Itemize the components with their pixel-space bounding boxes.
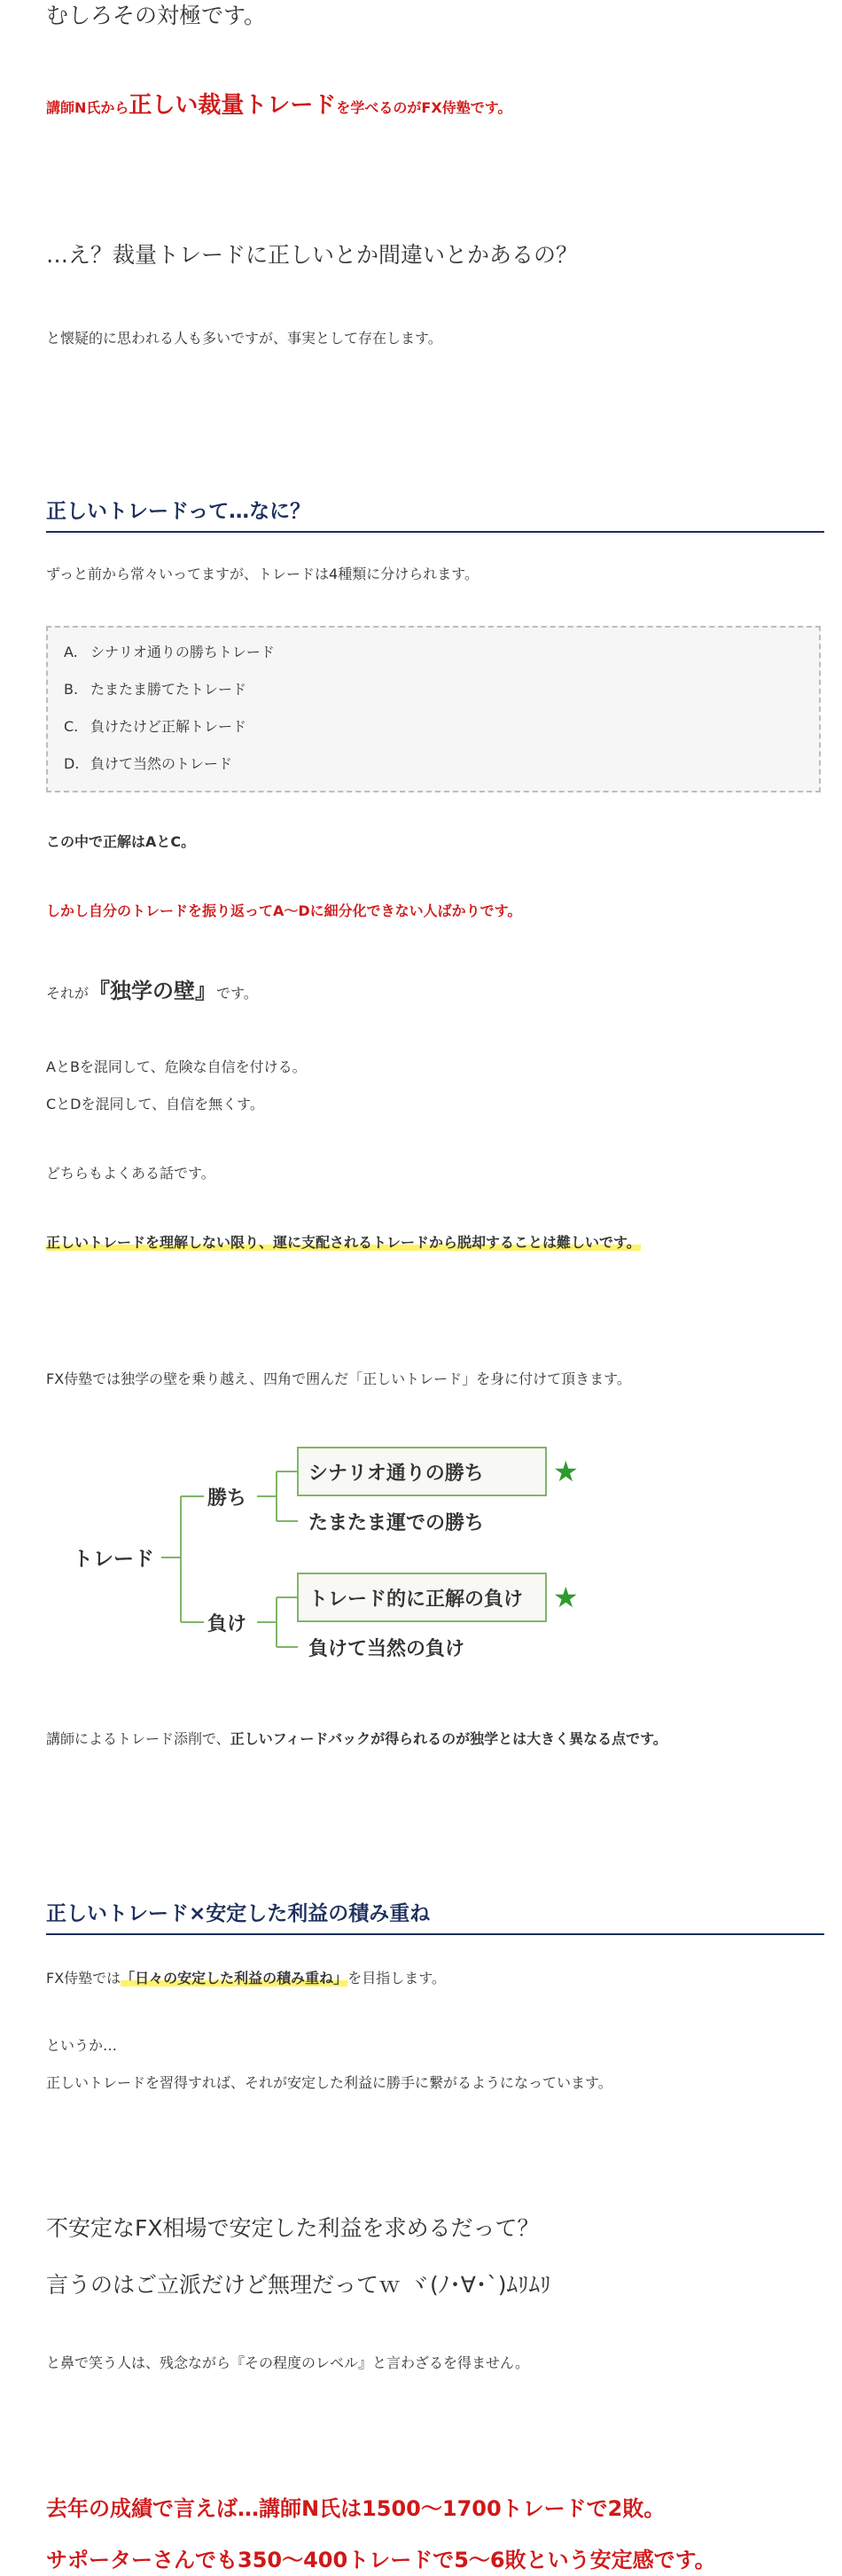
diagram-luck-win: たまたま運での勝ち — [308, 1512, 485, 1534]
section-heading-correct-trade: 正しいトレードって…なに？ — [46, 495, 824, 533]
list-item — [64, 716, 246, 738]
aim-text-b: を目指します。 — [347, 1970, 446, 1987]
list-marker: D. — [64, 755, 80, 772]
highlight-text: 正しいトレードを理解しない限り、運に支配されるトレードから脱却することは難しいです。 — [46, 1234, 641, 1251]
wall-text-b: です。 — [216, 985, 258, 1002]
skeptic-quote: 不安定なFX相場で安定した利益を求めるだって？ — [46, 2215, 540, 2241]
diagram-correct-loss: トレード的に正解の負け — [308, 1589, 524, 1611]
aim-text-highlight: 「日々の安定した利益の積み重ね」 — [121, 1970, 348, 1987]
paragraph: 正しいトレードを習得すれば、それが安定した利益に勝手に繋がるようになっています。 — [46, 2074, 612, 2091]
wall-text-big: 『独学の壁』 — [89, 979, 217, 1003]
skeptic-quote: 言うのはご立派だけど無理だってｗ ヾ(ﾉ･∀･`)ﾑﾘﾑﾘ — [46, 2272, 551, 2298]
paragraph: というか… — [46, 2037, 118, 2054]
list-marker: B. — [64, 681, 79, 698]
paragraph: ずっと前から常々いってますが、トレードは4種類に分けられます。 — [46, 566, 479, 582]
paragraph: と鼻で笑う人は、残念ながら『その程度のレベル』と言わざるを得ません。 — [46, 2354, 529, 2371]
diagram-root-label: トレード — [73, 1548, 154, 1571]
trade-tree-diagram — [0, 1418, 842, 1684]
list-text: 負けたけど正解トレード — [90, 718, 247, 735]
paragraph: AとBを混同して、危険な自信を付ける。 — [46, 1058, 307, 1075]
aim-text-a: FX侍塾では — [46, 1970, 121, 1987]
list-item — [64, 679, 246, 700]
answer-text: と懐疑的に思われる人も多いですが、事実として存在します。 — [46, 330, 442, 347]
lead-text-b: を学べるのがFX侍塾です。 — [336, 99, 512, 116]
paragraph: CとDを混同して、自信を無くす。 — [46, 1096, 264, 1112]
list-item — [64, 642, 275, 663]
intro-line: むしろその対極です。 — [46, 3, 267, 28]
list-marker: A. — [64, 644, 78, 660]
paragraph: どちらもよくある話です。 — [46, 1165, 215, 1182]
feedback-text-a: 講師によるトレード添削で、 — [46, 1730, 230, 1747]
trade-types-box — [46, 626, 821, 792]
list-marker: C. — [64, 718, 79, 735]
paragraph-bold: この中で正解はAとC。 — [46, 833, 196, 850]
diagram-lose-label: 負け — [207, 1613, 247, 1635]
diagram-scenario-win: シナリオ通りの勝ち — [308, 1463, 484, 1485]
section-heading-stable-profit: 正しいトレード×安定した利益の積み重ね — [46, 1897, 824, 1935]
record-statement: サポーターさんでも350〜400トレードで5〜6敗という安定感です。 — [46, 2548, 716, 2572]
paragraph: FX侍塾では独学の壁を乗り越え、四角で囲んだ「正しいトレード」を身に付けて頂きます。 — [46, 1370, 631, 1387]
list-item — [64, 753, 232, 775]
list-text: シナリオ通りの勝ちトレード — [90, 644, 275, 660]
lead-statement — [46, 87, 511, 120]
star-icon: ★ — [553, 1581, 579, 1614]
aim-paragraph — [46, 1968, 446, 1989]
question-text: …え？裁量トレードに正しいとか間違いとかあるの？ — [46, 242, 579, 268]
paragraph-red: しかし自分のトレードを振り返ってA〜Dに細分化できない人ばかりです。 — [46, 902, 522, 919]
highlight-paragraph — [46, 1232, 641, 1253]
list-text: 負けて当然のトレード — [90, 755, 233, 772]
diagram-win-label: 勝ち — [207, 1487, 247, 1510]
lead-text-a: 講師N氏から — [46, 99, 129, 116]
feedback-paragraph — [46, 1729, 667, 1750]
list-text: たまたま勝てたトレード — [90, 681, 247, 698]
record-statement: 去年の成績で言えば…講師N氏は1500〜1700トレードで2敗。 — [46, 2496, 666, 2521]
diagram-expected-loss: 負けて当然の負け — [308, 1638, 465, 1660]
wall-statement — [46, 973, 258, 1004]
feedback-text-b: 正しいフィードバックが得られるのが独学とは大きく異なる点です。 — [230, 1730, 667, 1747]
lead-text-big: 正しい裁量トレード — [129, 92, 337, 119]
star-icon: ★ — [553, 1455, 579, 1488]
wall-text-a: それが — [46, 985, 90, 1002]
